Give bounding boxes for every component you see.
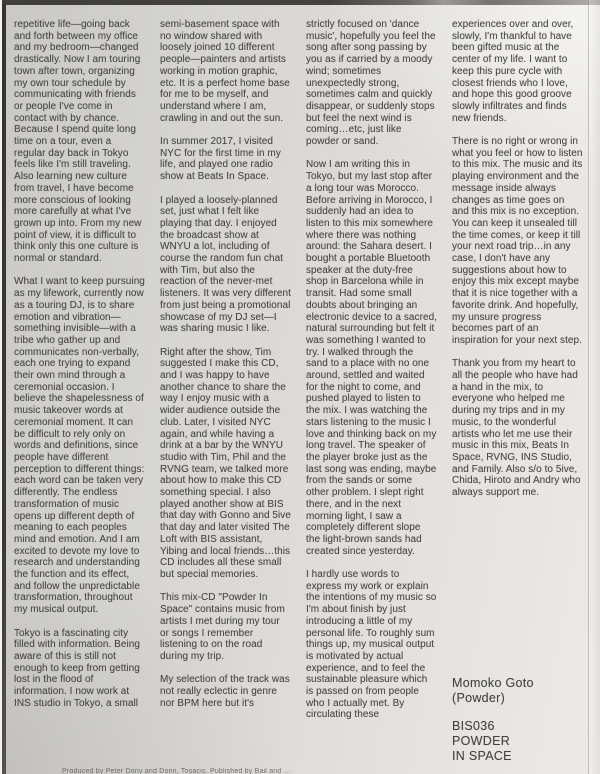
paragraph: I hardly use words to express my work or explain the intentions of my music so I'm about finish by just introducing a little of my personal life. To roughly sum things up, my musical output is motivated by actual experience, and to feel the sustainable pleasure which is passed on from people who I actually met. By circulating these bbox=[306, 569, 437, 721]
photo-left-edge-shadow bbox=[2, 4, 6, 774]
artist-name: Momoko Goto bbox=[452, 676, 534, 690]
text-column-3 bbox=[306, 19, 437, 733]
album-title-line2: IN SPACE bbox=[452, 749, 512, 763]
paragraph: Tokyo is a fascinating city filled with information. Being aware of this is still not enough to keep from getting lost in the flood of information. I now work at INS studio in Tokyo, a small bbox=[14, 627, 141, 709]
credits-line: Produced by Peter Dony and Donn, Tosacis. Published by Bail and … bbox=[62, 768, 291, 774]
artist-alias: (Powder) bbox=[452, 691, 506, 705]
paragraph: Now I am writing this in Tokyo, but my last stop after a long tour was Morocco. Before arriving in Morocco, I suddenly had an idea to listen to this mix somewhere where there was nothing around: the Sahara desert. I bought a portable Bluetooth speaker at the duty-free shop in Barcelona while in transit. Had some small doubts about bringing an electronic device to a sacred, natural surrounding but felt it was something I wanted to try. I walked through the sand to a place with no one around, settled and waited for the night to come, and pushed played to listen to the mix. I was watching the stars listening to the music I love and thinking back on my long travel. The speaker of the player broke just as the last song was ending, maybe from the sands or some other problem. I slept right there, and in the next morning light, I saw a completely different slope the light-brown sands had created since yesterday. bbox=[306, 159, 438, 557]
paragraph: experiences over and over, slowly, I'm thankful to have been gifted music at the center of my life. I want to keep this pure cycle with closest friends who I love, and hope this good groove slowly infiltrates and finds new friends. bbox=[452, 19, 574, 124]
album-title-line1: POWDER bbox=[452, 734, 511, 748]
paragraph: What I want to keep pursuing as my lifework, currently now as a touring DJ, is to share emotion and vibration—something invisible—with a tribe who gather up and communicates non-verbally, each one trying to expand their own mind through a ceremonial occasion. I believe the shapelessness of music takeover words at ceremonial moment. It can be difficult to rely only on words and definitions, since people have different perception to different things: each word can be taken very differently. The endless transformation of music opens up different depth of meaning to each peoples mind and emotion. And I am excited to devote my love to research and understanding the function and its effect, and follow the unpredictable transformation, throughout my musical output. bbox=[14, 276, 145, 616]
paragraph: My selection of the track was not really eclectic in genre nor BPM here but it's bbox=[160, 674, 290, 709]
paragraph: There is no right or wrong in what you feel or how to listen to this mix. The music and its playing environment and the message inside always changes as time goes on and this mix is no exception. You can keep it unsealed till the time comes, or keep it till your next road trip…in any case, I don't have any suggestions about how to enjoy this mix except maybe that it is nice together with a favorite drink. And hopefully, my unsure progress becomes part of an inspiration for your next step. bbox=[452, 136, 583, 346]
paper-crease-shade bbox=[589, 0, 600, 774]
text-column-2 bbox=[160, 19, 291, 733]
paragraph: In summer 2017, I visited NYC for the first time in my life, and played one radio show at Beats In Space. bbox=[160, 136, 281, 183]
text-columns bbox=[14, 0, 583, 733]
paragraph: semi-basement space with no window shared with loosely joined 10 different people—painters and artists working in motion graphic, etc. It is a perfect home base for me to be myself, and understand where I am, crawling in and out the sun. bbox=[160, 19, 290, 124]
paragraph: Right after the show, Tim suggested I make this CD, and I was happy to have another chance to share the way I enjoy music with a wider audience outside the club. Later, I visited NYC again, and while having a drink at a bar by the WNYU studio with Tim, Phil and the RVNG team, we talked more about how to make this CD something special. I also played another show at BIS that day with Gonno and 5ive that day and later visited The Loft with BIS assistant, Yibing and local friends…this CD includes all these small but special memories. bbox=[160, 346, 291, 580]
paragraph: I played a loosely-planned set, just what I felt like playing that day. I enjoyed the broadcast show at WNYU a lot, including of course the random fun chat with Tim, but also the reaction of the never-met listeners. It was very different from just being a promotional showcase of my DJ set—I was sharing music I like. bbox=[160, 194, 291, 335]
paragraph: Thank you from my heart to all the people who have had a hand in the mix, to everyone who helped me during my trips and in my music, to the wonderful artists who let me use their music in this mix, Beats In Space, RVNG, INS Studio, and Family. Also s/o to 5ive, Chida, Hiroto and Andry who always support me. bbox=[452, 358, 581, 499]
text-column-1 bbox=[14, 19, 145, 733]
paragraph: repetitive life—going back and forth between my office and my bedroom—changed drastically. Now I am touring town after town, organizing my own tour schedule by communicating with friends or people I've come in contact with by chance. Because I spend quite long time on a tour, even a regular day back in Tokyo feels like I'm still traveling. Also learning new culture from travel, I have become more conscious of looking more carefully at what I've grown up into. From my new point of view, it is difficult to think only this one culture is normal or standard. bbox=[14, 19, 142, 265]
paragraph: strictly focused on 'dance music', hopefully you feel the song after song passing by you as if carried by a moody wind; sometimes unexpectedly strong, sometimes calm and quickly disappear, or suddenly stops but feel the next wind is coming…etc, just like powder or sand. bbox=[306, 19, 436, 148]
text-column-4 bbox=[452, 19, 583, 733]
catalog-number: BIS036 bbox=[452, 719, 495, 733]
paragraph: This mix-CD "Powder In Space" contains music from artists I met during my tour or songs I remember listening to on the road during my trip. bbox=[160, 592, 285, 662]
signature-block bbox=[452, 676, 534, 764]
